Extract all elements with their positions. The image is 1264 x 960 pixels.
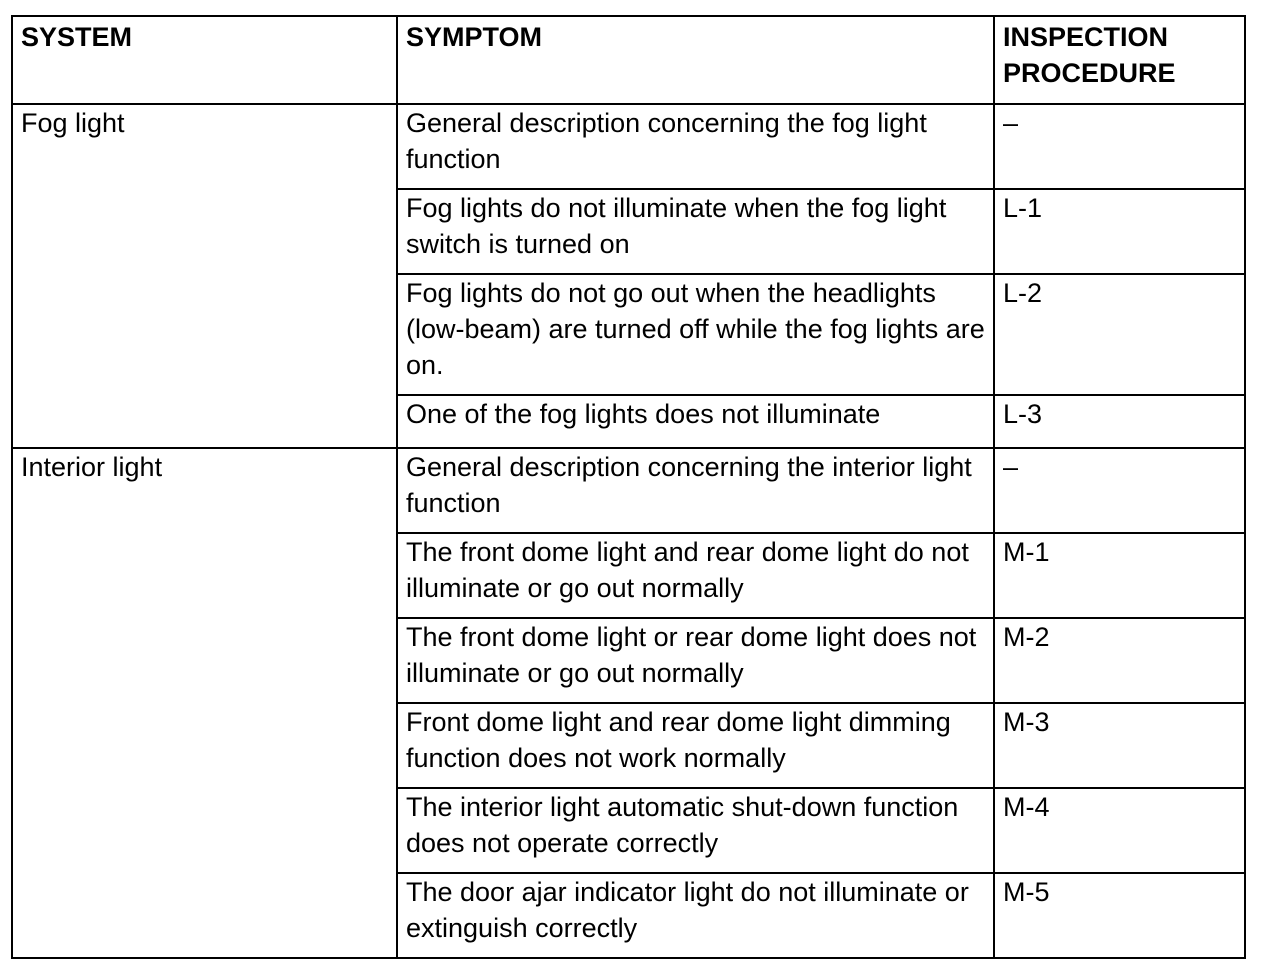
symptom-cell: The door ajar indicator light do not illuminate or extinguish correctly [397, 873, 994, 958]
procedure-cell: M-3 [994, 703, 1245, 788]
system-cell-fog-light: Fog light [12, 104, 397, 448]
symptom-cell: Fog lights do not go out when the headlights (low-beam) are turned off while the fog lights are on. [397, 274, 994, 395]
table-row [12, 448, 1245, 533]
symptom-cell: General description concerning the fog light function [397, 104, 994, 189]
procedure-cell: M-4 [994, 788, 1245, 873]
procedure-cell: M-5 [994, 873, 1245, 958]
system-cell-interior-light: Interior light [12, 448, 397, 958]
inspection-table [11, 15, 1246, 959]
symptom-cell: One of the fog lights does not illuminate [397, 395, 994, 448]
procedure-cell: – [994, 104, 1245, 189]
procedure-cell: L-2 [994, 274, 1245, 395]
procedure-cell: M-2 [994, 618, 1245, 703]
symptom-cell: Front dome light and rear dome light dimming function does not work normally [397, 703, 994, 788]
symptom-cell: Fog lights do not illuminate when the fog light switch is turned on [397, 189, 994, 274]
procedure-cell: L-1 [994, 189, 1245, 274]
procedure-cell: M-1 [994, 533, 1245, 618]
header-row [12, 16, 1245, 104]
header-inspection-procedure: INSPECTION PROCEDURE [994, 16, 1245, 104]
symptom-cell: The front dome light and rear dome light do not illuminate or go out normally [397, 533, 994, 618]
header-symptom: SYMPTOM [397, 16, 994, 104]
procedure-cell: – [994, 448, 1245, 533]
symptom-cell: General description concerning the interior light function [397, 448, 994, 533]
procedure-cell: L-3 [994, 395, 1245, 448]
symptom-cell: The interior light automatic shut-down function does not operate correctly [397, 788, 994, 873]
symptom-cell: The front dome light or rear dome light does not illuminate or go out normally [397, 618, 994, 703]
header-system: SYSTEM [12, 16, 397, 104]
table-row [12, 104, 1245, 189]
